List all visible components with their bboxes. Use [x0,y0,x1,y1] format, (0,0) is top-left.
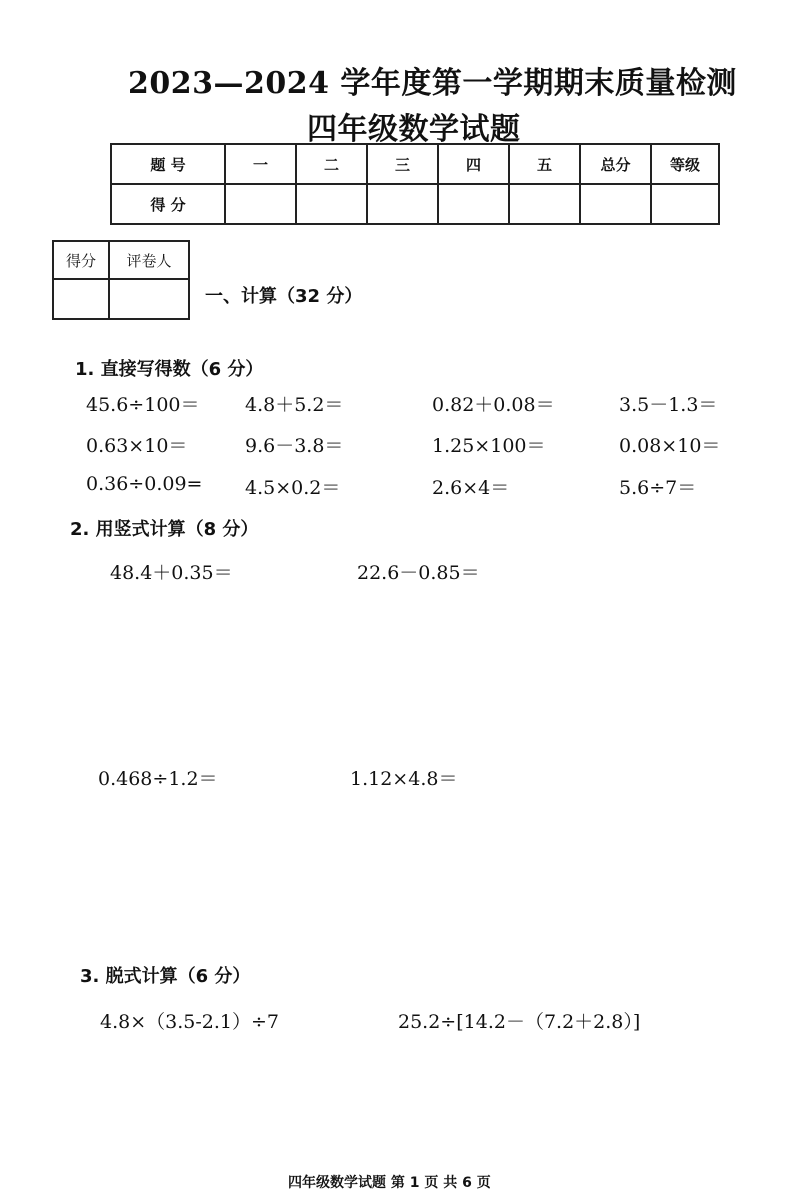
q2-heading: 2. 用竖式计算（8 分） [70,519,259,540]
q3-item: 25.2÷[14.2－（7.2＋2.8）] [398,1011,641,1033]
q2-item: 0.468÷1.2＝ [98,768,218,790]
grader-score-blank[interactable] [53,279,109,319]
q1-item: 0.63×10＝ [86,435,188,457]
score-table-score-row [111,184,719,224]
grader-box [52,240,190,320]
q1-item: 0.82＋0.08＝ [432,394,555,416]
score-blank-cell[interactable] [225,184,296,224]
q1-item: 45.6÷100＝ [86,394,200,416]
grader-name-blank[interactable] [109,279,189,319]
grader-name-label: 评卷人 [109,241,189,279]
score-row-label: 得 分 [111,184,225,224]
q1-item: 0.36÷0.09= [86,473,203,495]
q1-item: 1.25×100＝ [432,435,546,457]
score-blank-cell[interactable] [509,184,580,224]
q1-item: 4.8＋5.2＝ [245,394,344,416]
score-header-cell: 四 [438,144,509,184]
score-header-cell: 二 [296,144,367,184]
score-header-cell: 总分 [580,144,651,184]
q1-item: 5.6÷7＝ [619,477,697,499]
q3-item: 4.8×（3.5-2.1）÷7 [100,1011,279,1033]
score-header-cell: 题 号 [111,144,225,184]
score-blank-cell[interactable] [296,184,367,224]
q2-item: 1.12×4.8＝ [350,768,458,790]
score-header-cell: 等级 [651,144,719,184]
score-table [110,143,720,225]
q1-heading: 1. 直接写得数（6 分） [75,359,264,380]
grader-score-label: 得分 [53,241,109,279]
exam-subtitle: 四年级数学试题 [307,112,521,147]
score-blank-cell[interactable] [651,184,719,224]
q1-item: 4.5×0.2＝ [245,477,341,499]
q1-item: 9.6－3.8＝ [245,435,344,457]
q2-item: 48.4＋0.35＝ [110,562,233,584]
section1-heading: 一、计算（32 分） [205,286,363,307]
score-header-cell: 一 [225,144,296,184]
score-header-cell: 五 [509,144,580,184]
score-blank-cell[interactable] [580,184,651,224]
score-header-cell: 三 [367,144,438,184]
q1-item: 3.5－1.3＝ [619,394,718,416]
score-blank-cell[interactable] [438,184,509,224]
score-blank-cell[interactable] [367,184,438,224]
q1-item: 2.6×4＝ [432,477,510,499]
score-table-header-row [111,144,719,184]
q1-item: 0.08×10＝ [619,435,721,457]
exam-title: 2023—2024 学年度第一学期期末质量检测 [128,66,737,101]
q2-item: 22.6－0.85＝ [357,562,480,584]
page-footer: 四年级数学试题 第 1 页 共 6 页 [288,1175,491,1191]
q3-heading: 3. 脱式计算（6 分） [80,966,251,987]
